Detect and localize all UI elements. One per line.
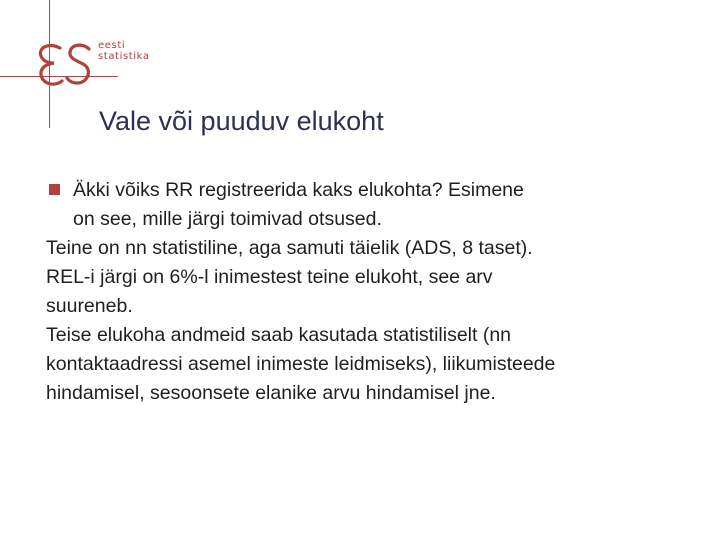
logo-line-2: statistika	[98, 51, 150, 62]
bullet-item	[46, 176, 686, 205]
body-line-1: Teine on nn statistiline, aga samuti täielik (ADS, 8 taset).	[46, 237, 533, 259]
body-line-2: REL-i järgi on 6%-l inimestest teine elukoht, see arv	[46, 266, 493, 288]
bullet-bold-text: Äkki võiks RR registreerida kaks elukohta?	[73, 179, 443, 201]
body-line-5: kontaktaadressi asemel inimeste leidmiseks), liikumisteede	[46, 353, 556, 375]
body-line-6: hindamisel, sesoonsete elanike arvu hindamisel jne.	[46, 382, 496, 404]
logo-wordmark	[98, 40, 150, 62]
bullet-rest-text: Esimene	[442, 179, 524, 201]
es-monogram-icon	[34, 40, 92, 90]
slide-body	[46, 176, 686, 408]
body-line-4: Teise elukoha andmeid saab kasutada statistiliselt (nn	[46, 324, 512, 346]
bullet-continuation: on see, mille järgi toimivad otsused.	[73, 208, 382, 230]
logo-line-1: eesti	[98, 40, 126, 51]
body-line-3: suureneb.	[46, 295, 133, 317]
square-bullet-icon	[49, 184, 60, 195]
slide-title: Vale või puuduv elukoht	[99, 106, 384, 136]
